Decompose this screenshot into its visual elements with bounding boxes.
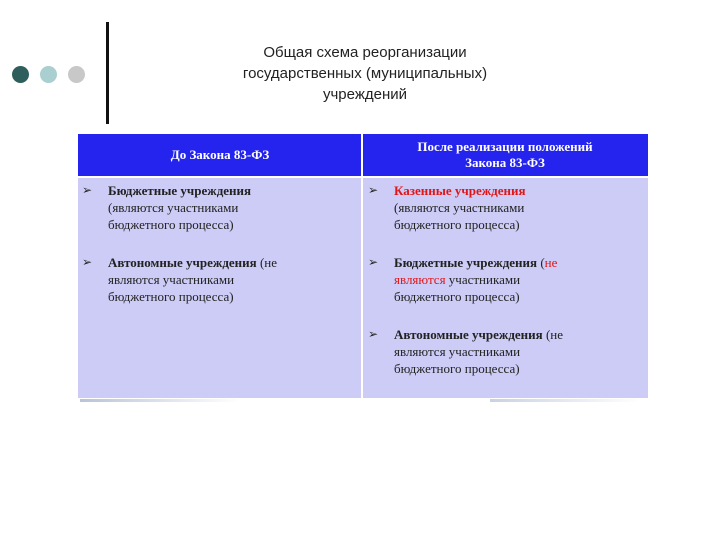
list-item — [368, 182, 526, 233]
bullet-arrow-icon: ➢ — [368, 183, 379, 197]
header-after-law — [362, 134, 648, 176]
item-title-tail: (не — [256, 255, 277, 270]
item-line-2: участниками — [445, 272, 521, 287]
comparison-table — [78, 134, 648, 398]
item-line-2: являются участниками — [108, 272, 235, 287]
item-line-3: бюджетного процесса) — [394, 289, 520, 304]
title-line-1: Общая схема реорганизации — [263, 44, 467, 61]
item-title: Бюджетные учреждения — [394, 255, 538, 270]
item-title-red: не — [544, 255, 558, 270]
item-line-2: (являются участниками — [394, 200, 525, 215]
item-line-2-red: являются — [394, 272, 446, 287]
item-title-tail: (не — [542, 327, 563, 342]
item-line-2: (являются участниками — [108, 200, 239, 215]
header-left-text: До Закона 83-ФЗ — [170, 147, 270, 162]
item-line-2: являются участниками — [394, 344, 521, 359]
item-title: Автономные учреждения — [394, 327, 543, 342]
bullet-arrow-icon: ➢ — [82, 255, 93, 269]
list-item — [82, 182, 251, 233]
title-line-2: государственных (муниципальных) — [242, 65, 488, 82]
header-right-line-2: Закона 83-ФЗ — [465, 155, 545, 170]
header-before-law — [78, 134, 362, 176]
table-shadow-right — [490, 399, 640, 402]
item-title-tail: ( — [537, 255, 545, 270]
item-title: Бюджетные учреждения — [108, 183, 252, 198]
table-shadow-left — [80, 399, 240, 402]
vertical-divider — [106, 22, 109, 124]
list-item — [82, 254, 277, 305]
bullet-arrow-icon: ➢ — [82, 183, 93, 197]
list-item — [368, 326, 563, 377]
slide-title — [160, 42, 570, 105]
item-title: Казенные учреждения — [394, 183, 526, 198]
title-line-3: учреждений — [322, 86, 407, 103]
bullet-arrow-icon: ➢ — [368, 327, 379, 341]
dot-gray — [68, 66, 85, 83]
list-item — [368, 254, 557, 305]
item-line-3: бюджетного процесса) — [394, 217, 520, 232]
header-right-line-1: После реализации положений — [417, 139, 593, 154]
item-line-3: бюджетного процесса) — [108, 289, 234, 304]
dot-dark — [12, 66, 29, 83]
item-line-3: бюджетного процесса) — [394, 361, 520, 376]
header-separator — [78, 176, 648, 178]
item-line-3: бюджетного процесса) — [108, 217, 234, 232]
dot-light-teal — [40, 66, 57, 83]
decorative-dots — [12, 66, 92, 84]
column-separator — [361, 134, 363, 398]
bullet-arrow-icon: ➢ — [368, 255, 379, 269]
item-title: Автономные учреждения — [108, 255, 257, 270]
